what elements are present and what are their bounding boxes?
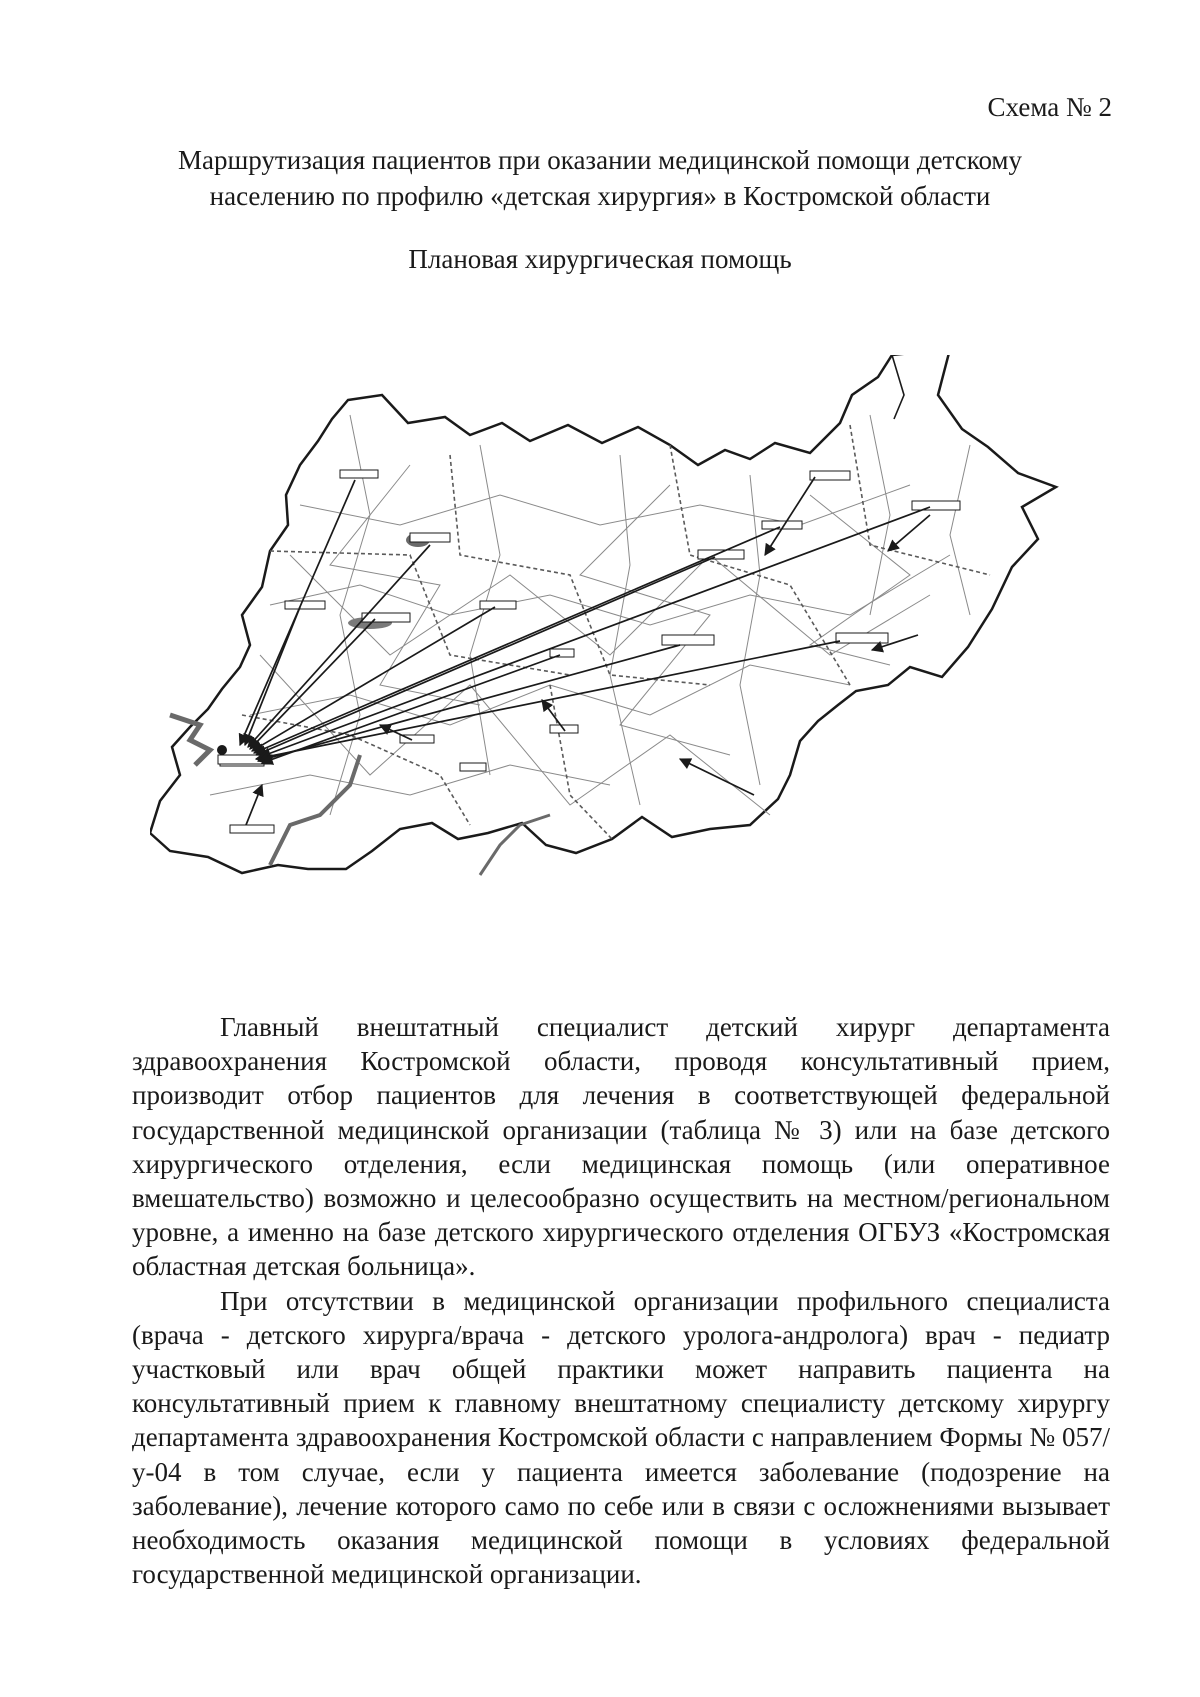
paragraph-chief-specialist: Главный внештатный специалист детский хирург департамента здравоохранения Костромской области, проводя консультативный прием, производит отбор пациентов для лечения в соответствующей федеральной государственной медицинской организации (таблица № 3) или на базе детского хирургического отделения, если медицинская помощь (или оперативное вмешательство) возможно и целесообразно осуществить на местном/региональном уровне, а именно на базе детского хирургического отделения ОГБУЗ «Костромская областная детская больница». <box>132 1012 1110 1282</box>
title-line-2: населению по профилю «детская хирургия» в Костромской области <box>209 181 991 211</box>
region-routing-map <box>150 355 1090 935</box>
scheme-number: Схема № 2 <box>987 92 1112 122</box>
lakes-and-rivers <box>170 533 550 875</box>
district-roads <box>210 415 970 815</box>
routing-arrows <box>240 477 930 825</box>
district-labels <box>220 470 960 833</box>
document-title <box>120 142 1080 214</box>
title-line-1: Маршрутизация пациентов при оказании медицинской помощи детскому <box>177 145 1023 175</box>
paragraph-referral: При отсутствии в медицинской организации профильного специалиста (врача - детского хирурга/врача - детского уролога-андролога) врач - педиатр участковый или врач общей практики может направить пациента на консультативный прием к главному внештатному специалисту детскому хирургу департамента здравоохранения Костромской области с направлением Формы № 057/у-04 в том случае, если у пациента имеется заболевание (подозрение на заболевание), лечение которого само по себе или в связи с осложнениями вызывает необходимость оказания медицинской помощи в условиях федеральной государственной медицинской организации. <box>132 1285 1110 1590</box>
section-subtitle: Плановая хирургическая помощь <box>408 244 792 274</box>
kostroma-hub <box>217 745 272 764</box>
body-text <box>132 1010 1110 1591</box>
region-outline <box>150 355 1056 873</box>
